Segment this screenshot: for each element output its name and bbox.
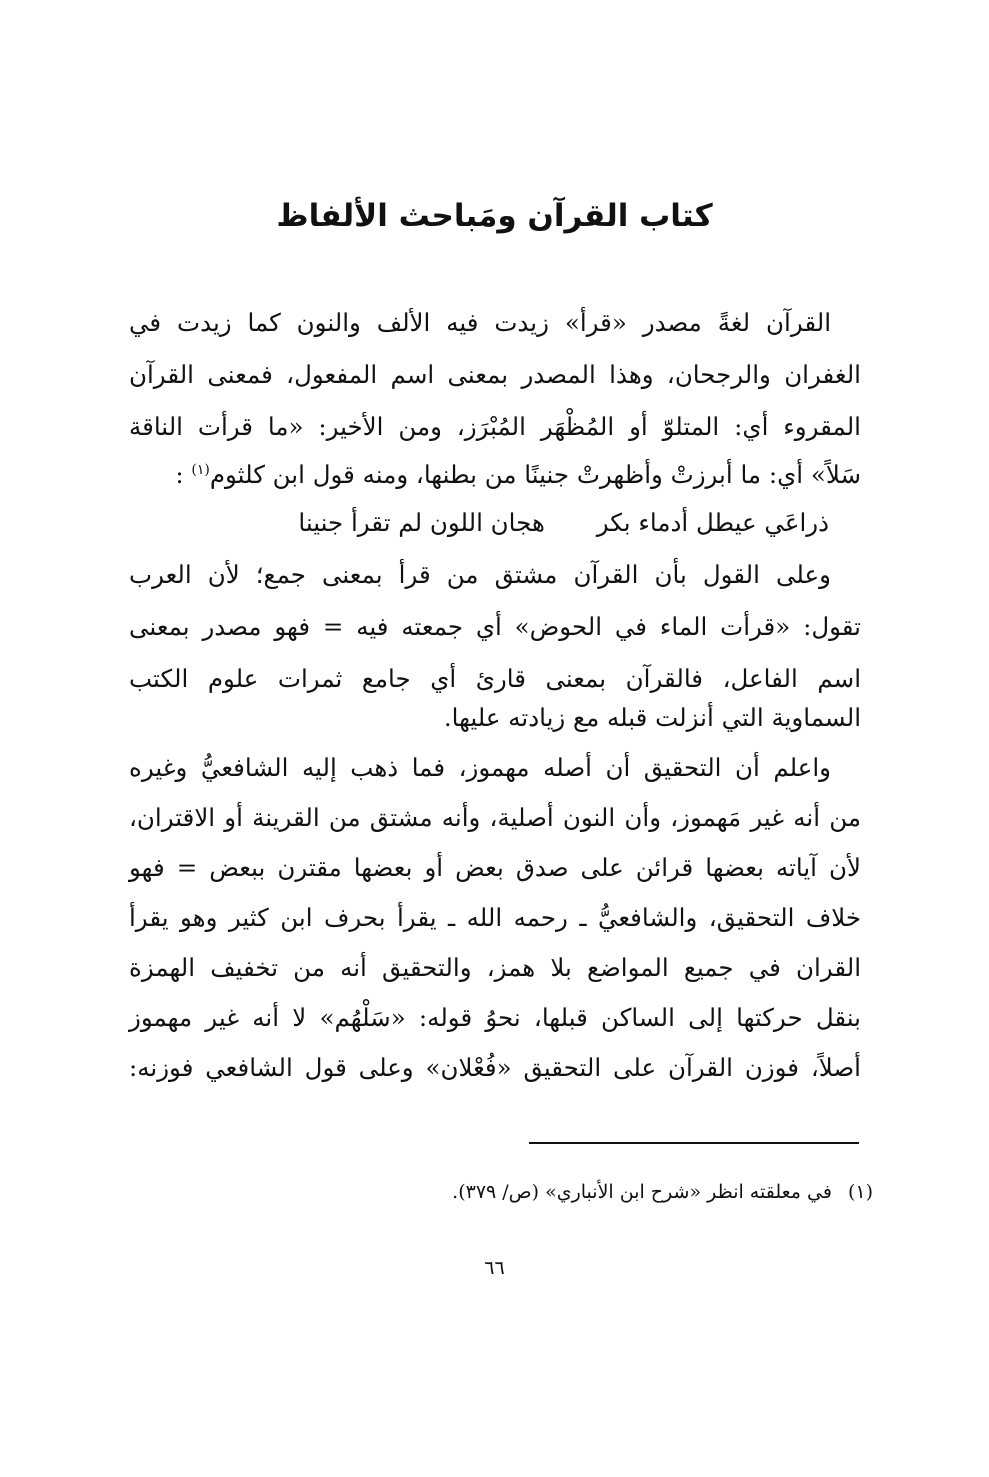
verse-first-hemistich: ذراعَي عيطل أدماء بكر — [596, 508, 829, 537]
footnote-text: في معلقته انظر «شرح ابن الأنباري» (ص/ ٣٧٩). — [452, 1181, 832, 1203]
footnote-reference: (١) — [191, 461, 210, 478]
footnote-separator — [529, 1142, 859, 1144]
body-line: تقول: «قرأت الماء في الحوض» أي جمعته فيه = فهو مصدر بمعنى — [129, 612, 861, 641]
body-line — [129, 449, 861, 501]
body-line: لأن آياته بعضها قرائن على صدق بعض أو بعضها مقترن ببعض = فهو — [129, 853, 861, 882]
verse-second-hemistich: هجان اللون لم تقرأ جنينا — [298, 508, 545, 537]
body-line: القرآن لغةً مصدر «قرأ» زيدت فيه الألف والنون كما زيدت في — [129, 308, 831, 337]
body-line: القران في جميع المواضع بلا همز، والتحقيق أنه من تخفيف الهمزة — [129, 953, 861, 982]
body-line: خلاف التحقيق، والشافعيُّ ـ رحمه الله ـ يقرأ بحرف ابن كثير وهو يقرأ — [129, 903, 861, 932]
body-line: وعلى القول بأن القرآن مشتق من قرأ بمعنى جمع؛ لأن العرب — [129, 560, 831, 589]
poetry-verse — [117, 497, 829, 549]
chapter-title: كتاب القرآن ومَباحث الألفاظ — [276, 198, 713, 234]
body-line: المقروء أي: المتلوّ أو المُظْهَر المُبْرَز، ومن الأخير: «ما قرأت الناقة — [129, 412, 861, 441]
body-line: من أنه غير مَهموز، وأن النون أصلية، وأنه مشتق من القرينة أو الاقتران، — [129, 803, 861, 832]
body-line: السماوية التي أنزلت قبله مع زيادته عليها. — [443, 703, 861, 732]
body-line: الغفران والرجحان، وهذا المصدر بمعنى اسم المفعول، فمعنى القرآن — [129, 360, 861, 389]
body-line-colon: : — [175, 460, 184, 489]
body-line-text: سَلاً» أي: ما أبرزتْ وأظهرتْ جنينًا من بطنها، ومنه قول ابن كلثوم — [209, 460, 861, 489]
body-line: بنقل حركتها إلى الساكن قبلها، نحوُ قوله: «سَلْهُم» لا أنه غير مهموز — [129, 1003, 861, 1032]
footnote-number: (١) — [847, 1181, 873, 1203]
page-number: ٦٦ — [484, 1257, 505, 1279]
body-line: اسم الفاعل، فالقرآن بمعنى قارئ أي جامع ثمرات علوم الكتب — [129, 664, 861, 693]
body-line: واعلم أن التحقيق أن أصله مهموز، فما ذهب إليه الشافعيُّ وغيره — [129, 753, 831, 782]
body-line: أصلاً، فوزن القرآن على التحقيق «فُعْلان» وعلى قول الشافعي فوزنه: — [129, 1053, 861, 1082]
footnote — [133, 1174, 873, 1210]
